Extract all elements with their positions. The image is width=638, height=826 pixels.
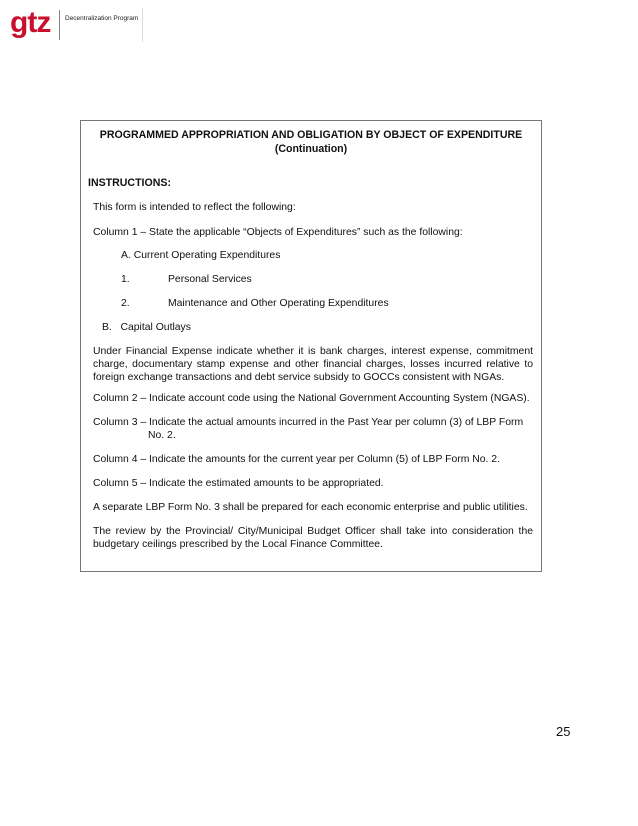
column-3-text: Column 3 – Indicate the actual amounts incurred in the Past Year per column (3) of LBP Form: [93, 417, 524, 428]
instructions-heading: INSTRUCTIONS:: [88, 177, 171, 189]
title-line-1: PROGRAMMED APPROPRIATION AND OBLIGATION BY OBJECT OF EXPENDITURE: [99, 129, 523, 141]
title-line-2: (Continuation): [274, 143, 348, 155]
item-1-number: 1.: [121, 274, 130, 285]
financial-expense-text: Under Financial Expense indicate whether it is bank charges, interest expense, commitment charge, documentary stamp expense and other financial charges, losses incurred relative to foreign exchange transactions and debt service subsidy to GOCCs consistent with NGAs.: [93, 346, 533, 383]
column-2-text: Column 2 – Indicate account code using the National Government Accounting System (NGAS).: [93, 393, 530, 404]
program-name: Decentralization Program: [65, 15, 139, 22]
document-title: [81, 128, 541, 156]
column-1-text: Column 1 – State the applicable “Objects of Expenditures” such as the following:: [93, 227, 463, 238]
page-number: 25: [556, 724, 571, 739]
gtz-logo: gtz: [10, 6, 51, 39]
column-5-text: Column 5 – Indicate the estimated amounts to be appropriated.: [93, 478, 384, 489]
header-rule: [142, 8, 143, 42]
item-b: B. Capital Outlays: [102, 322, 191, 333]
item-2-number: 2.: [121, 298, 130, 309]
separate-form-text: A separate LBP Form No. 3 shall be prepared for each economic enterprise and public utilities.: [93, 502, 528, 513]
review-text: The review by the Provincial/ City/Municipal Budget Officer shall take into consideration the budgetary ceilings prescribed by the Local Finance Committee.: [93, 526, 533, 550]
item-2-text: Maintenance and Other Operating Expenditures: [168, 298, 389, 309]
column-3-text-continued: No. 2.: [148, 430, 176, 441]
column-4-text: Column 4 – Indicate the amounts for the current year per Column (5) of LBP Form No. 2.: [93, 454, 500, 465]
intro-text: This form is intended to reflect the following:: [93, 202, 296, 213]
item-1-text: Personal Services: [168, 274, 252, 285]
item-a: A. Current Operating Expenditures: [121, 250, 281, 261]
logo-divider: [59, 10, 60, 40]
instructions-box: [80, 120, 542, 572]
